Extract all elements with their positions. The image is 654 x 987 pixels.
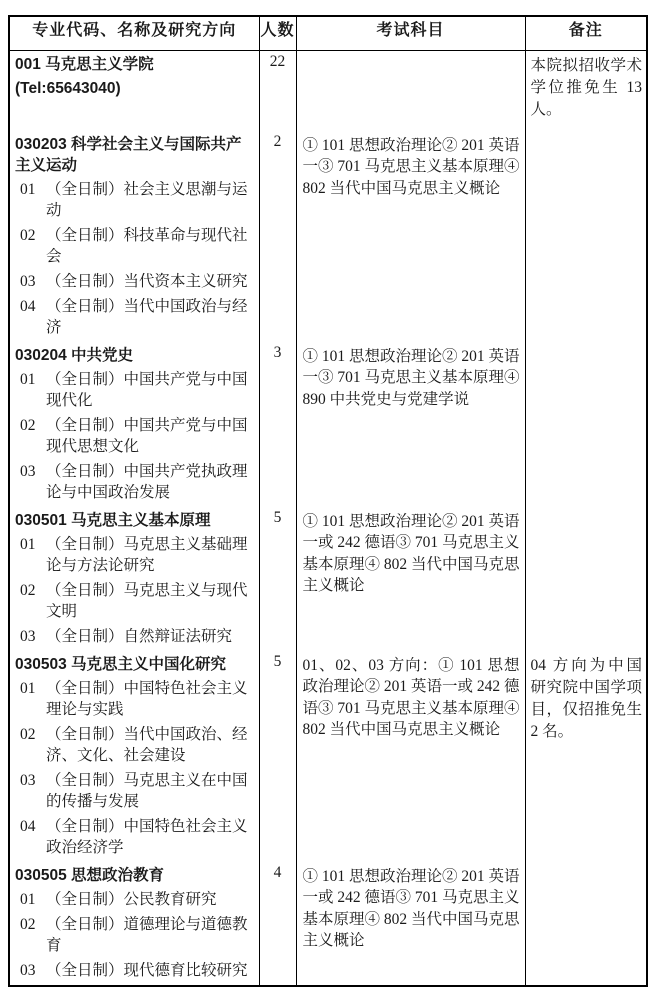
direction-item [20,816,257,858]
major-tel: (Tel:65643040) [15,80,121,97]
direction-number: 03 [20,627,36,645]
major-cell [9,507,259,651]
remark-cell [525,507,647,651]
direction-text: （全日制）马克思主义基础理论与方法论研究 [46,535,248,574]
exam-subjects: ① 101 思想政治理论② 201 英语一③ 701 马克思主义基本原理④ 890 中共党史与党建学说 [302,347,520,408]
exam-subjects: 01、02、03 方向：① 101 思想政治理论② 201 英语一或 242 德语③ 701 马克思主义基本原理④ 802 当代中国马克思主义概论 [302,656,520,738]
table-row [9,51,647,131]
direction-item [20,271,257,292]
table-row [9,131,647,342]
remark-text [526,342,647,348]
direction-item [20,770,257,812]
direction-number: 04 [20,817,36,835]
exam-cell [296,342,525,507]
table-header-row [9,16,647,51]
direction-number: 01 [20,370,36,388]
direction-text: （全日制）当代中国政治、经济、文化、社会建设 [46,725,248,764]
remark-text: 04 方向为中国研究院中国学项目，仅招推免生 2 名。 [530,656,642,740]
direction-item [20,580,257,622]
direction-item [20,296,257,338]
direction-number: 03 [20,462,36,480]
count-cell: 2 [259,131,296,342]
directions-list [10,678,259,858]
direction-item [20,678,257,720]
count-cell: 4 [259,862,296,986]
remark-text [526,507,647,513]
table-row [9,862,647,986]
remark-cell [525,342,647,507]
exam-cell [296,862,525,986]
direction-item [20,960,257,981]
direction-text: （全日制）马克思主义与现代文明 [46,581,248,620]
direction-number: 01 [20,180,36,198]
direction-number: 03 [20,771,36,789]
direction-text: （全日制）当代中国政治与经济 [46,297,248,336]
table-header-remarks: 备注 [525,16,647,51]
exam-subjects: ① 101 思想政治理论② 201 英语一③ 701 马克思主义基本原理④ 802 当代中国马克思主义概论 [302,136,520,197]
major-cell [9,651,259,862]
major-title: 030203 科学社会主义与国际共产主义运动 [15,135,242,174]
major-cell [9,342,259,507]
remark-text: 本院拟招收学术学位推免生 13 人。 [530,57,642,118]
direction-number: 01 [20,535,36,553]
direction-number: 03 [20,961,36,979]
direction-number: 01 [20,890,36,908]
direction-item [20,415,257,457]
direction-text: （全日制）中国特色社会主义政治经济学 [46,817,248,856]
direction-number: 04 [20,297,36,315]
direction-number: 02 [20,416,36,434]
table-row [9,651,647,862]
exam-subjects [297,51,525,57]
direction-text: （全日制）中国共产党与中国现代思想文化 [46,416,248,455]
table-row [9,342,647,507]
table-row [9,507,647,651]
remark-cell [525,862,647,986]
direction-item [20,225,257,267]
major-cell [9,862,259,986]
direction-number: 02 [20,581,36,599]
admissions-table [8,15,648,987]
major-title: 030501 马克思主义基本原理 [15,511,211,529]
direction-text: （全日制）科技革命与现代社会 [46,226,248,265]
direction-text: （全日制）社会主义思潮与运动 [46,180,248,219]
direction-text: （全日制）自然辩证法研究 [46,627,233,645]
direction-text: （全日制）中国特色社会主义理论与实践 [46,679,248,718]
direction-number: 01 [20,679,36,697]
major-title: 030505 思想政治教育 [15,866,165,884]
count-cell: 5 [259,507,296,651]
direction-item [20,179,257,221]
remark-cell [525,131,647,342]
direction-item [20,534,257,576]
direction-item [20,889,257,910]
exam-subjects: ① 101 思想政治理论② 201 英语一或 242 德语③ 701 马克思主义基本原理④ 802 当代中国马克思主义概论 [302,867,520,949]
major-cell [9,51,259,131]
direction-item [20,461,257,503]
directions-list [10,369,259,503]
exam-subjects: ① 101 思想政治理论② 201 英语一或 242 德语③ 701 马克思主义基本原理④ 802 当代中国马克思主义概论 [302,512,520,594]
direction-number: 02 [20,226,36,244]
direction-text: （全日制）当代资本主义研究 [46,272,248,290]
major-cell [9,131,259,342]
direction-number: 02 [20,725,36,743]
direction-item [20,369,257,411]
directions-list [10,534,259,647]
direction-number: 02 [20,915,36,933]
count-cell: 5 [259,651,296,862]
direction-item [20,724,257,766]
direction-text: （全日制）公民教育研究 [46,890,217,908]
major-title: 030503 马克思主义中国化研究 [15,655,227,673]
major-title: 001 马克思主义学院 [15,56,154,73]
remark-text [526,131,647,137]
directions-list [10,889,259,981]
directions-list [10,179,259,338]
remark-cell [525,651,647,862]
direction-text: （全日制）马克思主义在中国的传播与发展 [46,771,248,810]
direction-text: （全日制）中国共产党与中国现代化 [46,370,248,409]
table-header-subjects: 考试科目 [296,16,525,51]
direction-item [20,914,257,956]
direction-text: （全日制）现代德育比较研究 [46,961,248,979]
direction-number: 03 [20,272,36,290]
direction-item [20,626,257,647]
remark-text [526,862,647,868]
table-header-count: 人数 [259,16,296,51]
count-cell: 3 [259,342,296,507]
exam-cell [296,51,525,131]
exam-cell [296,131,525,342]
exam-cell [296,507,525,651]
direction-text: （全日制）道德理论与道德教育 [46,915,248,954]
count-cell: 22 [259,51,296,131]
exam-cell [296,651,525,862]
table-body [9,51,647,986]
table-header-major: 专业代码、名称及研究方向 [9,16,259,51]
direction-text: （全日制）中国共产党执政理论与中国政治发展 [46,462,248,501]
major-title: 030204 中共党史 [15,346,134,364]
remark-cell [525,51,647,131]
